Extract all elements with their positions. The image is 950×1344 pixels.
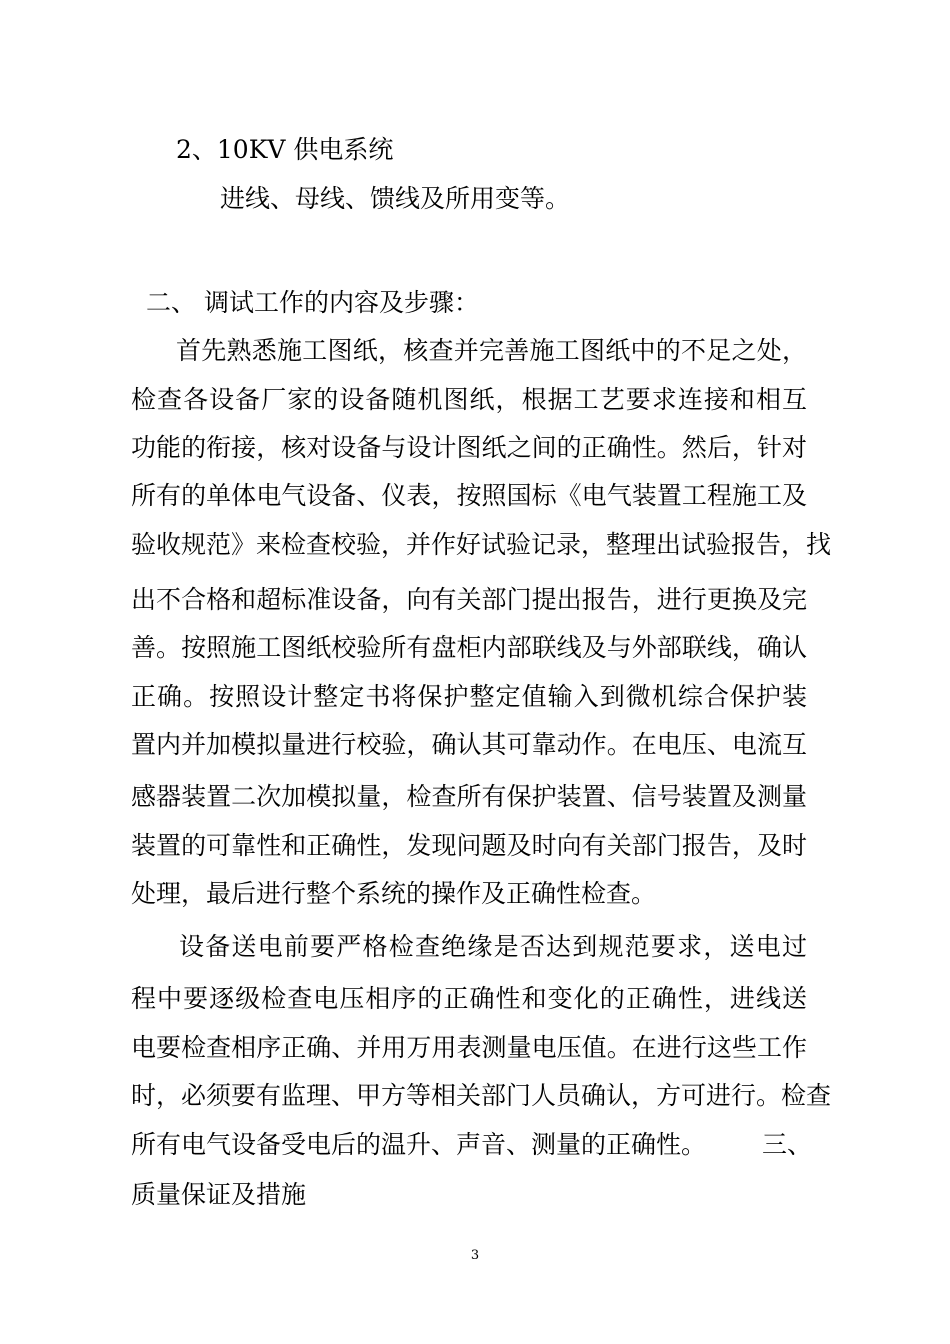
paragraph1-line: 装置的可靠性和正确性，发现问题及时向有关部门报告，及时 (131, 831, 807, 860)
paragraph1-line: 验收规范》来检查校验，并作好试验记录，整理出试验报告，找 (131, 530, 832, 559)
paragraph2-line: 程中要逐级检查电压相序的正确性和变化的正确性，进线送 (131, 984, 807, 1013)
next-section-heading-end: 质量保证及措施 (131, 1180, 307, 1209)
paragraph1-line: 首先熟悉施工图纸，核查并完善施工图纸中的不足之处， (176, 336, 807, 365)
paragraph2-line: 设备送电前要严格检查绝缘是否达到规范要求，送电过 (179, 932, 807, 961)
section-text-10kv: 进线、母线、馈线及所用变等。 (220, 184, 571, 213)
paragraph2-line: 时，必须要有监理、甲方等相关部门人员确认，方可进行。检查 (131, 1081, 832, 1110)
paragraph2-line: 电要检查相序正确、并用万用表测量电压值。在进行这些工作 (131, 1033, 807, 1062)
paragraph2-last-line: 所有电气设备受电后的温升、声音、测量的正确性。 (131, 1130, 707, 1159)
page-number: 3 (470, 1248, 480, 1263)
paragraph1-line: 正确。按照设计整定书将保护整定值输入到微机综合保护装 (131, 682, 807, 711)
paragraph1-line: 出不合格和超标准设备，向有关部门提出报告，进行更换及完 (131, 585, 807, 614)
section-heading-debugging: 二、 调试工作的内容及步骤： (146, 288, 479, 317)
paragraph1-line: 善。按照施工图纸校验所有盘柜内部联线及与外部联线，确认 (131, 633, 807, 662)
paragraph1-line: 检查各设备厂家的设备随机图纸，根据工艺要求连接和相互 (131, 385, 807, 414)
paragraph1-line: 处理，最后进行整个系统的操作及正确性检查。 (131, 879, 657, 908)
paragraph1-line: 功能的衔接，核对设备与设计图纸之间的正确性。然后，针对 (131, 433, 807, 462)
paragraph1-line: 感器装置二次加模拟量，检查所有保护装置、信号装置及测量 (131, 782, 807, 811)
section-heading-10kv: 2、10KV 供电系统 (176, 135, 394, 164)
paragraph1-line: 置内并加模拟量进行校验，确认其可靠动作。在电压、电流互 (131, 730, 807, 759)
next-section-heading-start: 三、 (762, 1130, 813, 1159)
paragraph1-line: 所有的单体电气设备、仪表，按照国标《电气装置工程施工及 (131, 481, 807, 510)
